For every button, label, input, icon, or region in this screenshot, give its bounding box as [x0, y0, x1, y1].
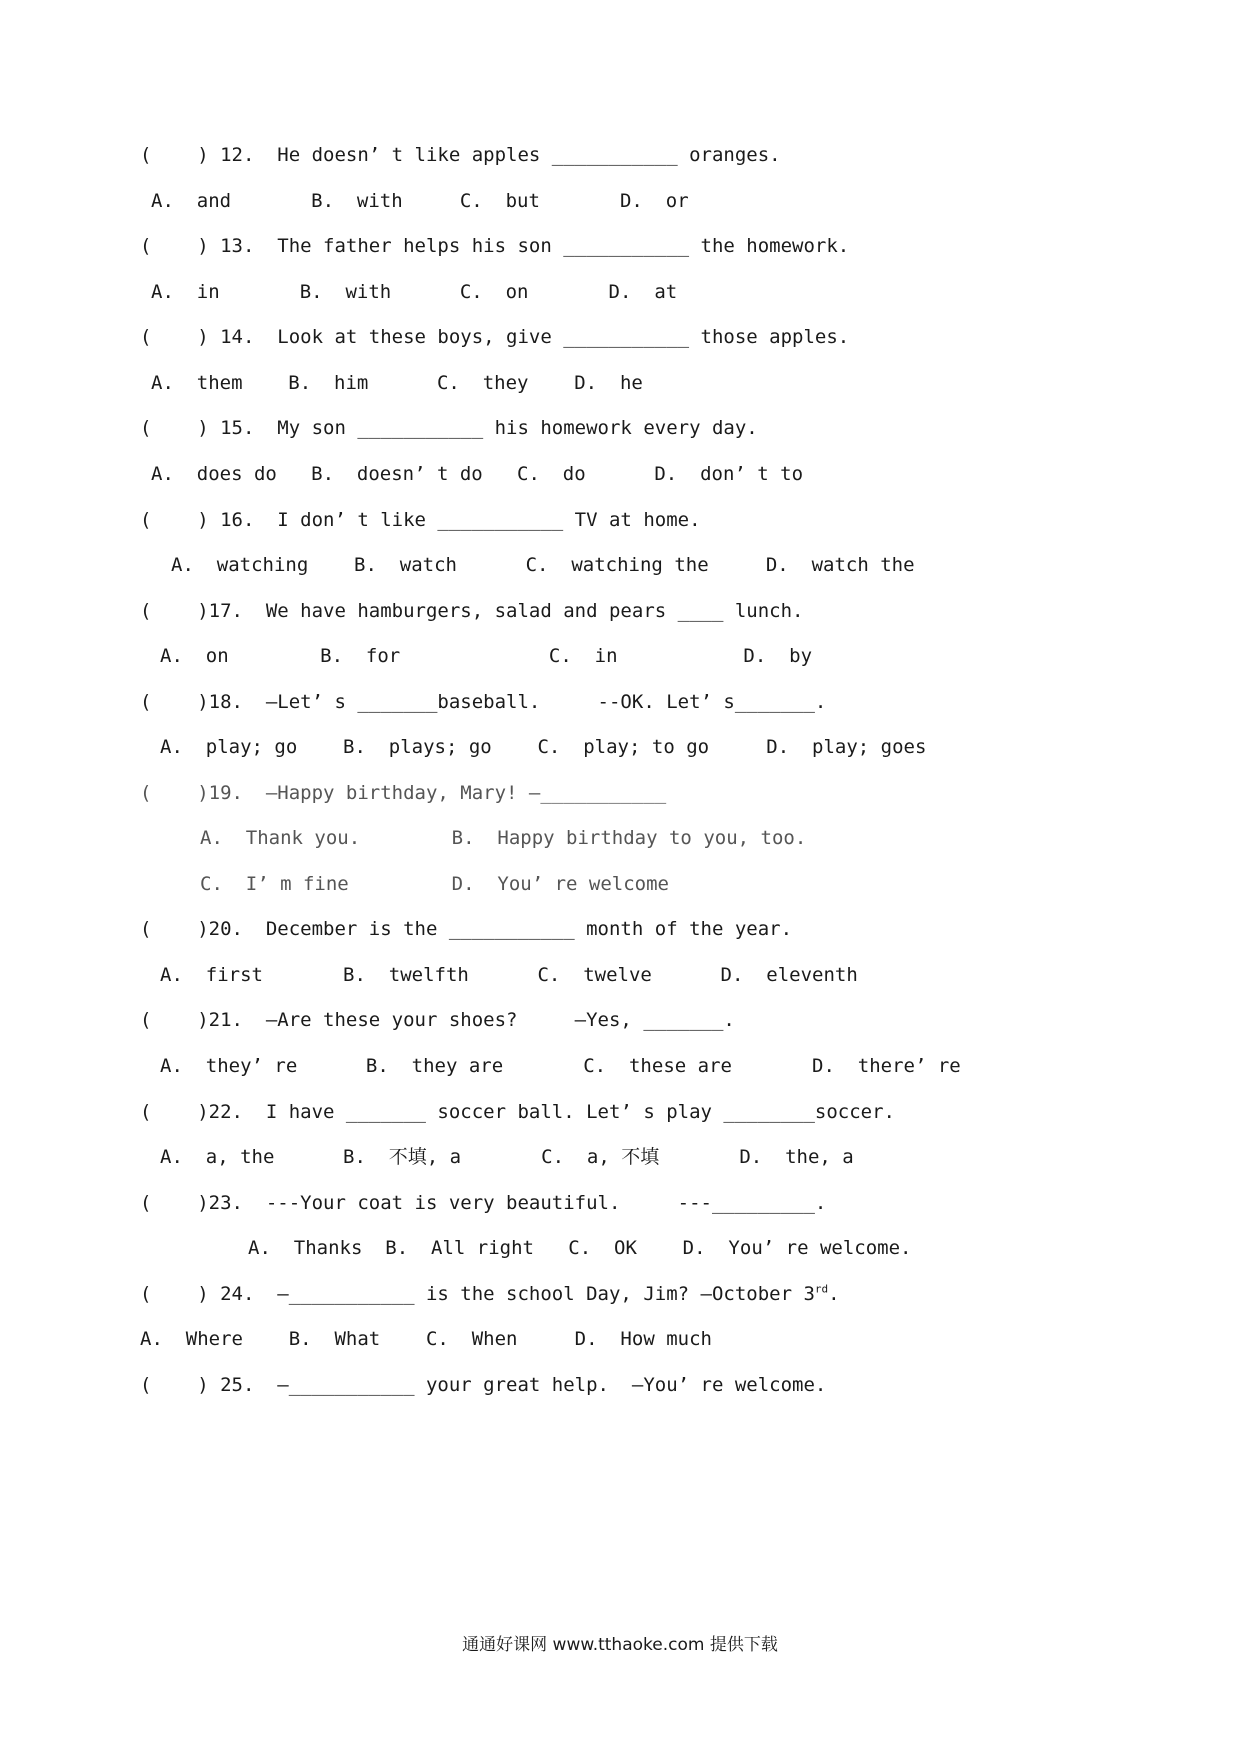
- question-13-options: A. in B. with C. on D. at: [151, 281, 678, 303]
- question-15-options: A. does do B. doesn’ t do C. do D. don’ t to: [151, 463, 804, 485]
- question-20-stem: ( )20. December is the ___________ month of the year.: [140, 918, 793, 940]
- question-24-stem-text: ( ) 24. —___________ is the school Day, Jim? —October 3: [140, 1283, 815, 1305]
- question-15-stem: ( ) 15. My son ___________ his homework every day.: [140, 417, 758, 439]
- question-22-options: A. a, the B. 不填, a C. a, 不填 D. the, a: [160, 1146, 854, 1168]
- question-19-options-ab: A. Thank you. B. Happy birthday to you, too.: [200, 827, 807, 849]
- page-footer: 通通好课网 www.tthaoke.com 提供下载: [462, 1635, 778, 1655]
- question-14-options: A. them B. him C. they D. he: [151, 372, 643, 394]
- question-13-stem: ( ) 13. The father helps his son ___________ the homework.: [140, 235, 850, 257]
- question-19-stem: ( )19. —Happy birthday, Mary! —___________: [140, 782, 667, 804]
- question-21-options: A. they’ re B. they are C. these are D. there’ re: [160, 1055, 961, 1077]
- question-23-stem: ( )23. ---Your coat is very beautiful. ---_________.: [140, 1192, 827, 1214]
- question-18-stem: ( )18. –Let’ s _______baseball. --OK. Let’ s_______.: [140, 691, 827, 713]
- question-12-stem: ( ) 12. He doesn’ t like apples ___________ oranges.: [140, 144, 781, 166]
- question-20-options: A. first B. twelfth C. twelve D. eleventh: [160, 964, 858, 986]
- question-24-stem: [140, 1282, 840, 1306]
- question-17-options: A. on B. for C. in D. by: [160, 645, 813, 667]
- question-24-options: A. Where B. What C. When D. How much: [140, 1328, 712, 1350]
- question-19-options-cd: C. I’ m fine D. You’ re welcome: [200, 873, 669, 895]
- question-14-stem: ( ) 14. Look at these boys, give ___________ those apples.: [140, 326, 850, 348]
- question-21-stem: ( )21. –Are these your shoes? –Yes, _______.: [140, 1009, 735, 1031]
- question-17-stem: ( )17. We have hamburgers, salad and pears ____ lunch.: [140, 600, 804, 622]
- question-23-options: A. Thanks B. All right C. OK D. You’ re welcome.: [248, 1237, 912, 1259]
- question-22-stem: ( )22. I have _______ soccer ball. Let’ s play ________soccer.: [140, 1101, 895, 1123]
- question-25-stem: ( ) 25. —___________ your great help. —You’ re welcome.: [140, 1374, 827, 1396]
- question-12-options: A. and B. with C. but D. or: [151, 190, 689, 212]
- question-16-options: A. watching B. watch C. watching the D. watch the: [171, 554, 915, 576]
- question-18-options: A. play; go B. plays; go C. play; to go D. play; goes: [160, 736, 927, 758]
- question-24-stem-end: .: [828, 1283, 840, 1305]
- question-16-stem: ( ) 16. I don’ t like ___________ TV at home.: [140, 509, 701, 531]
- question-24-ordinal-suffix: rd: [814, 1282, 829, 1296]
